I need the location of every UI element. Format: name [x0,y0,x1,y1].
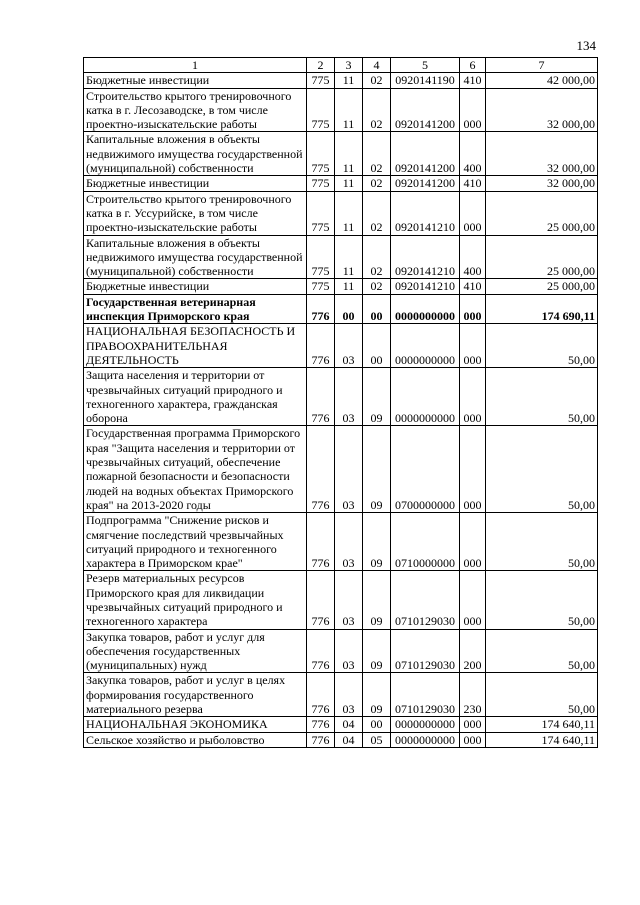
row-name-cell: Строительство крытого тренировочного катка в г. Уссурийске, в том числе проектно-изыскательские работы [84,191,307,235]
row-value-cell: 50,00 [486,673,598,717]
row-value-cell: 410 [460,279,486,294]
row-value-cell: 000 [460,717,486,732]
row-value-cell: 0920141200 [391,132,460,176]
row-value-cell: 776 [307,717,335,732]
header-cell: 3 [335,58,363,73]
row-name-cell: Государственная ветеринарная инспекция Приморского края [84,294,307,324]
row-value-cell: 02 [363,191,391,235]
row-value-cell: 0920141210 [391,191,460,235]
row-name-cell: Закупка товаров, работ и услуг в целях формирования государственного материального резерва [84,673,307,717]
row-value-cell: 00 [363,294,391,324]
row-value-cell: 000 [460,324,486,368]
table-row [84,732,598,747]
row-value-cell: 775 [307,191,335,235]
table-row [84,191,598,235]
row-value-cell: 50,00 [486,571,598,629]
row-value-cell: 11 [335,176,363,191]
row-value-cell: 000 [460,426,486,513]
row-value-cell: 775 [307,73,335,88]
table-row [84,73,598,88]
row-value-cell: 775 [307,88,335,132]
row-value-cell: 11 [335,73,363,88]
table-row [84,324,598,368]
table-row [84,88,598,132]
row-value-cell: 32 000,00 [486,88,598,132]
row-value-cell: 776 [307,368,335,426]
row-value-cell: 000 [460,513,486,571]
row-value-cell: 03 [335,368,363,426]
table-row [84,673,598,717]
row-value-cell: 000 [460,294,486,324]
row-value-cell: 25 000,00 [486,235,598,279]
row-value-cell: 50,00 [486,426,598,513]
row-value-cell: 42 000,00 [486,73,598,88]
row-name-cell: Капитальные вложения в объекты недвижимого имущества государственной (муниципальной) собственности [84,235,307,279]
row-value-cell: 400 [460,235,486,279]
row-value-cell: 200 [460,629,486,673]
row-value-cell: 50,00 [486,513,598,571]
row-value-cell: 09 [363,368,391,426]
row-value-cell: 32 000,00 [486,132,598,176]
row-value-cell: 0000000000 [391,324,460,368]
row-value-cell: 05 [363,732,391,747]
row-value-cell: 03 [335,629,363,673]
table-body [84,73,598,748]
row-value-cell: 400 [460,132,486,176]
row-value-cell: 0710129030 [391,629,460,673]
row-value-cell: 776 [307,294,335,324]
row-value-cell: 230 [460,673,486,717]
row-value-cell: 02 [363,73,391,88]
row-value-cell: 000 [460,732,486,747]
table-row [84,426,598,513]
row-value-cell: 0000000000 [391,368,460,426]
row-value-cell: 410 [460,176,486,191]
row-value-cell: 25 000,00 [486,191,598,235]
row-value-cell: 0710129030 [391,571,460,629]
header-cell: 1 [84,58,307,73]
row-value-cell: 03 [335,673,363,717]
table-row [84,294,598,324]
row-value-cell: 09 [363,513,391,571]
row-value-cell: 11 [335,132,363,176]
row-name-cell: Строительство крытого тренировочного катка в г. Лесозаводске, в том числе проектно-изыскательские работы [84,88,307,132]
row-value-cell: 03 [335,324,363,368]
row-value-cell: 50,00 [486,324,598,368]
row-name-cell: Сельское хозяйство и рыболовство [84,732,307,747]
row-name-cell: Закупка товаров, работ и услуг для обеспечения государственных (муниципальных) нужд [84,629,307,673]
row-value-cell: 410 [460,73,486,88]
row-value-cell: 0710129030 [391,673,460,717]
header-row [84,58,598,73]
row-value-cell: 0920141200 [391,176,460,191]
table-row [84,368,598,426]
row-name-cell: Подпрограмма "Снижение рисков и смягчение последствий чрезвычайных ситуаций природного и техногенного характера в Приморском крае" [84,513,307,571]
row-value-cell: 11 [335,88,363,132]
table-row [84,279,598,294]
page-number: 134 [576,38,596,53]
row-value-cell: 0700000000 [391,426,460,513]
row-value-cell: 02 [363,235,391,279]
row-value-cell: 0000000000 [391,732,460,747]
header-cell: 6 [460,58,486,73]
table-row [84,132,598,176]
table-row [84,571,598,629]
row-name-cell: Резерв материальных ресурсов Приморского края для ликвидации чрезвычайных ситуаций природного и техногенного характера [84,571,307,629]
header-cell: 5 [391,58,460,73]
row-value-cell: 174 640,11 [486,717,598,732]
row-name-cell: НАЦИОНАЛЬНАЯ БЕЗОПАСНОСТЬ И ПРАВООХРАНИТЕЛЬНАЯ ДЕЯТЕЛЬНОСТЬ [84,324,307,368]
row-value-cell: 09 [363,673,391,717]
row-value-cell: 02 [363,132,391,176]
header-cell: 7 [486,58,598,73]
row-value-cell: 11 [335,279,363,294]
row-value-cell: 174 690,11 [486,294,598,324]
row-value-cell: 776 [307,673,335,717]
row-value-cell: 09 [363,426,391,513]
row-value-cell: 776 [307,571,335,629]
row-value-cell: 04 [335,717,363,732]
row-value-cell: 00 [363,717,391,732]
row-value-cell: 50,00 [486,368,598,426]
row-value-cell: 0710000000 [391,513,460,571]
header-cell: 2 [307,58,335,73]
row-value-cell: 25 000,00 [486,279,598,294]
row-value-cell: 174 640,11 [486,732,598,747]
row-value-cell: 0000000000 [391,717,460,732]
row-value-cell: 776 [307,732,335,747]
row-value-cell: 000 [460,368,486,426]
row-value-cell: 775 [307,235,335,279]
row-value-cell: 02 [363,88,391,132]
row-value-cell: 776 [307,324,335,368]
table-row [84,717,598,732]
row-value-cell: 03 [335,571,363,629]
row-value-cell: 11 [335,235,363,279]
row-value-cell: 775 [307,132,335,176]
row-name-cell: Бюджетные инвестиции [84,279,307,294]
table-row [84,176,598,191]
row-value-cell: 0920141200 [391,88,460,132]
row-value-cell: 000 [460,571,486,629]
row-value-cell: 0000000000 [391,294,460,324]
row-value-cell: 04 [335,732,363,747]
table-row [84,513,598,571]
row-name-cell: Государственная программа Приморского края "Защита населения и территории от чрезвычайных ситуаций, обеспечение пожарной безопасности и безопасности людей на водных объектах Приморского края" на 2013-2020 годы [84,426,307,513]
row-value-cell: 11 [335,191,363,235]
row-value-cell: 776 [307,426,335,513]
budget-table [83,57,598,748]
row-name-cell: Капитальные вложения в объекты недвижимого имущества государственной (муниципальной) собственности [84,132,307,176]
row-value-cell: 50,00 [486,629,598,673]
row-name-cell: Бюджетные инвестиции [84,73,307,88]
row-value-cell: 000 [460,88,486,132]
row-value-cell: 00 [363,324,391,368]
row-value-cell: 775 [307,279,335,294]
row-value-cell: 0920141190 [391,73,460,88]
row-value-cell: 0920141210 [391,279,460,294]
row-value-cell: 000 [460,191,486,235]
row-value-cell: 09 [363,571,391,629]
row-value-cell: 00 [335,294,363,324]
table-row [84,235,598,279]
row-value-cell: 32 000,00 [486,176,598,191]
row-name-cell: Бюджетные инвестиции [84,176,307,191]
row-value-cell: 09 [363,629,391,673]
row-value-cell: 03 [335,426,363,513]
row-value-cell: 0920141210 [391,235,460,279]
row-name-cell: НАЦИОНАЛЬНАЯ ЭКОНОМИКА [84,717,307,732]
row-value-cell: 02 [363,176,391,191]
header-cell: 4 [363,58,391,73]
row-value-cell: 776 [307,629,335,673]
table-row [84,629,598,673]
row-name-cell: Защита населения и территории от чрезвычайных ситуаций природного и техногенного характера, гражданская оборона [84,368,307,426]
row-value-cell: 03 [335,513,363,571]
row-value-cell: 02 [363,279,391,294]
row-value-cell: 776 [307,513,335,571]
row-value-cell: 775 [307,176,335,191]
